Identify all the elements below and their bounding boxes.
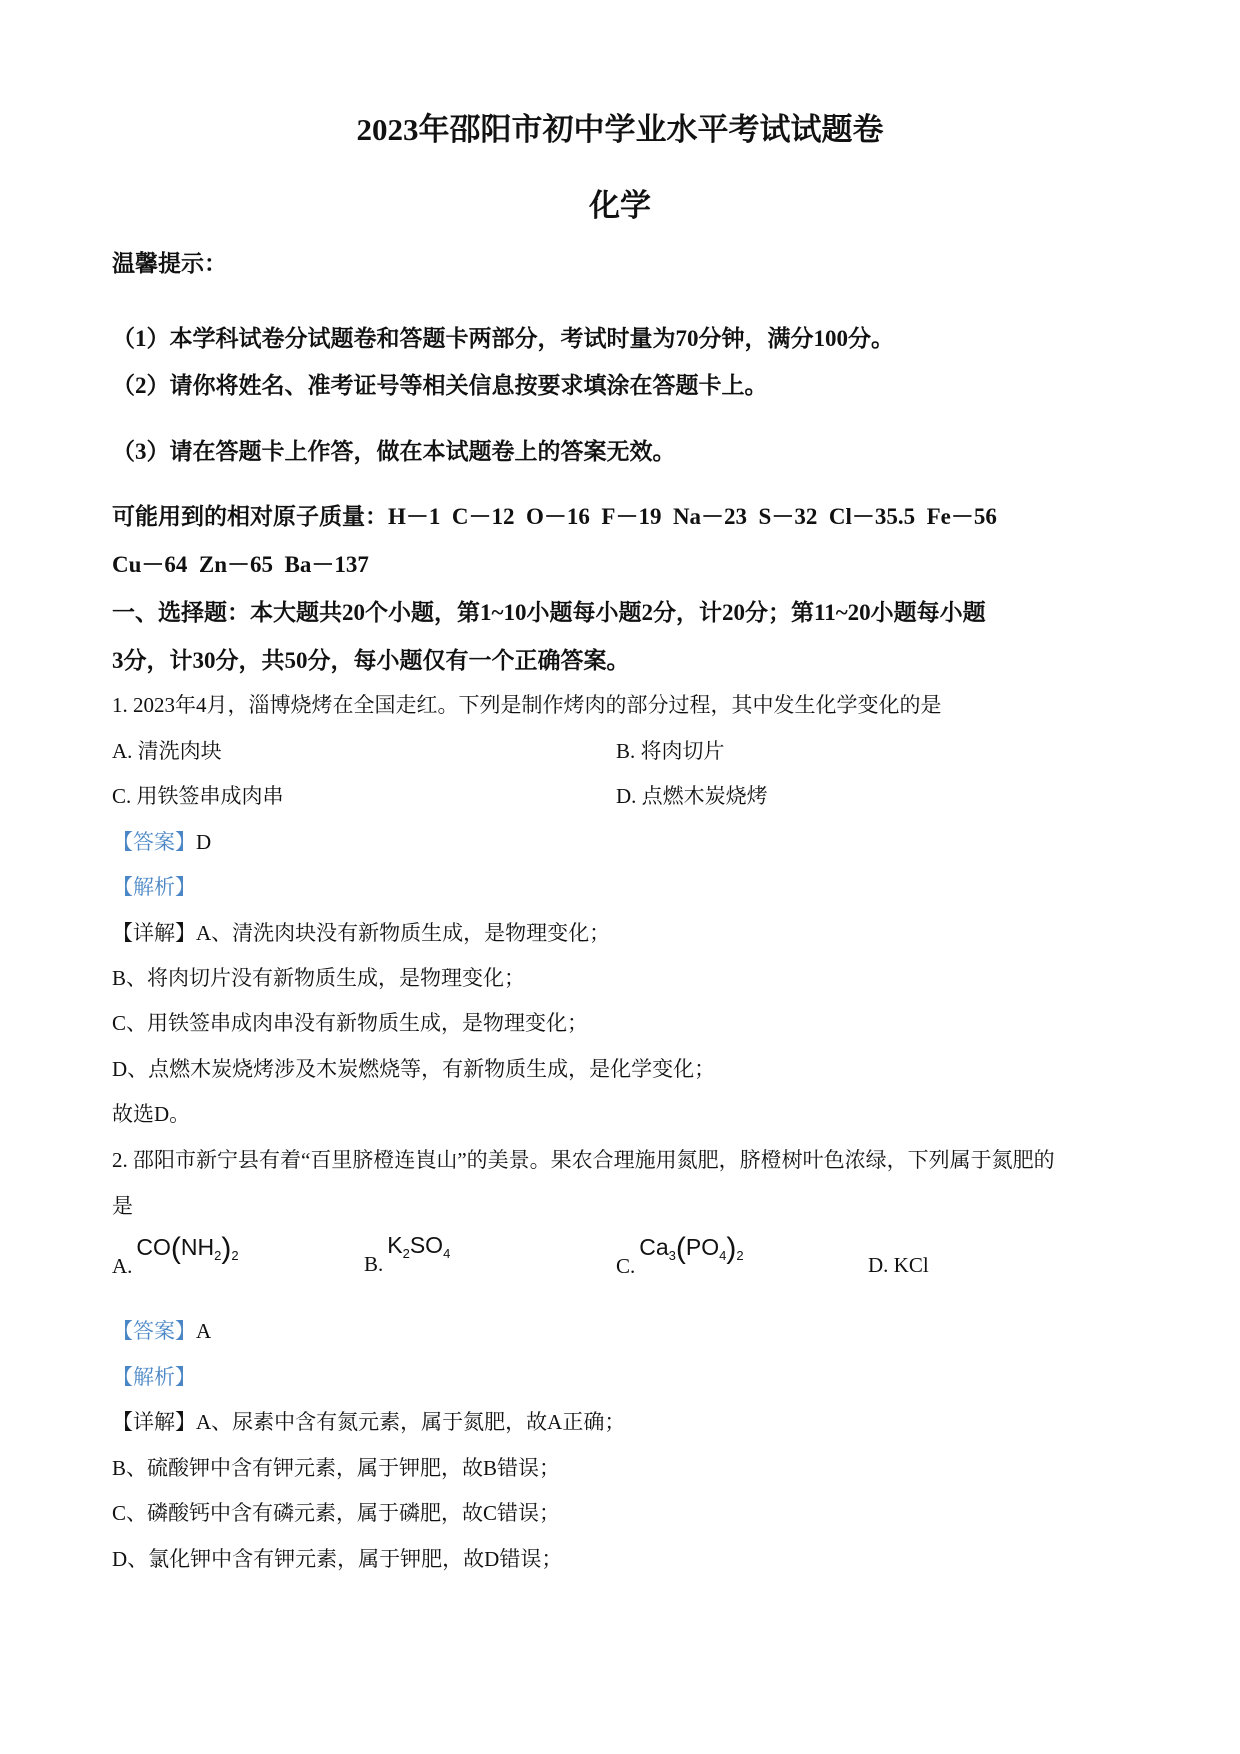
q1-option-d: D. 点燃木炭烧烤: [616, 784, 768, 808]
tip-item-2: （2）请你将姓名、准考证号等相关信息按要求填涂在答题卡上。: [112, 373, 768, 398]
atomic-mass-line-2: Cu－64 Zn－65 Ba－137: [112, 552, 369, 577]
option-label: A.: [112, 1254, 133, 1278]
q2-detail-3: C、磷酸钙中含有磷元素，属于磷肥，故C错误；: [112, 1501, 561, 1525]
q2-detail-1: 【详解】A、尿素中含有氮元素，属于氮肥，故A正确；: [112, 1410, 626, 1434]
q1-answer: [112, 826, 211, 856]
atomic-mass-line-1: 可能用到的相对原子质量：H－1 C－12 O－16 F－19 Na－23 S－32 Cl－35.5 Fe－56: [112, 504, 997, 529]
formula-calcium-phosphate: $Ca_3(PO_4)_2$: [639, 1232, 744, 1265]
q1-option-a: A. 清洗肉块: [112, 739, 222, 763]
option-label: C.: [616, 1254, 636, 1278]
q1-detail-2: B、将肉切片没有新物质生成，是物理变化；: [112, 966, 526, 990]
page-title: 2023年邵阳市初中学业水平考试试题卷: [356, 112, 884, 147]
q1-detail-3: C、用铁签串成肉串没有新物质生成，是物理变化；: [112, 1011, 589, 1035]
q1-detail-1: 【详解】A、清洗肉块没有新物质生成，是物理变化；: [112, 921, 611, 945]
q2-option-b: [364, 1232, 451, 1276]
answer-value: D: [196, 830, 212, 854]
q2-option-d: D. KCl: [868, 1253, 929, 1277]
answer-tag: 【答案】: [112, 830, 196, 854]
section-heading-line-2: 3分，计30分，共50分，每小题仅有一个正确答案。: [112, 648, 630, 673]
option-label: B.: [364, 1252, 384, 1276]
q2-answer: [112, 1315, 211, 1345]
q1-stem: 1. 2023年4月，淄博烧烤在全国走红。下列是制作烤肉的部分过程，其中发生化学变化的是: [112, 693, 942, 717]
tip-item-3: （3）请在答题卡上作答，做在本试题卷上的答案无效。: [112, 439, 676, 464]
formula-urea: $CO(NH_2)_2$: [136, 1232, 239, 1265]
answer-tag: 【答案】: [112, 1319, 196, 1343]
q2-analysis-tag: 【解析】: [112, 1365, 196, 1389]
q1-option-c: C. 用铁签串成肉串: [112, 784, 284, 808]
q2-detail-2: B、硫酸钾中含有钾元素，属于钾肥，故B错误；: [112, 1456, 561, 1480]
q1-option-b: B. 将肉切片: [616, 739, 725, 763]
tip-item-1: （1）本学科试卷分试题卷和答题卡两部分，考试时量为70分钟，满分100分。: [112, 326, 894, 351]
q2-detail-4: D、氯化钾中含有钾元素，属于钾肥，故D错误；: [112, 1547, 563, 1571]
q2-option-a: [112, 1232, 239, 1278]
q1-detail-4: D、点燃木炭烧烤涉及木炭燃烧等，有新物质生成，是化学变化；: [112, 1057, 716, 1081]
subject-title: 化学: [589, 188, 651, 223]
q1-analysis-tag: 【解析】: [112, 875, 196, 899]
tips-heading: 温馨提示：: [112, 251, 227, 276]
section-heading-line-1: 一、选择题：本大题共20个小题，第1~10小题每小题2分，计20分；第11~20小题每小题: [112, 600, 986, 625]
answer-value: A: [196, 1319, 212, 1343]
formula-potassium-sulfate: $K_2SO_4$: [387, 1232, 451, 1261]
q2-option-c: [616, 1232, 744, 1278]
q1-detail-5: 故选D。: [112, 1102, 191, 1126]
q2-stem-line-1: 2. 邵阳市新宁县有着“百里脐橙连崀山”的美景。果农合理施用氮肥，脐橙树叶色浓绿，下列属于氮肥的: [112, 1148, 1055, 1172]
q2-stem-line-2: 是: [112, 1194, 133, 1218]
